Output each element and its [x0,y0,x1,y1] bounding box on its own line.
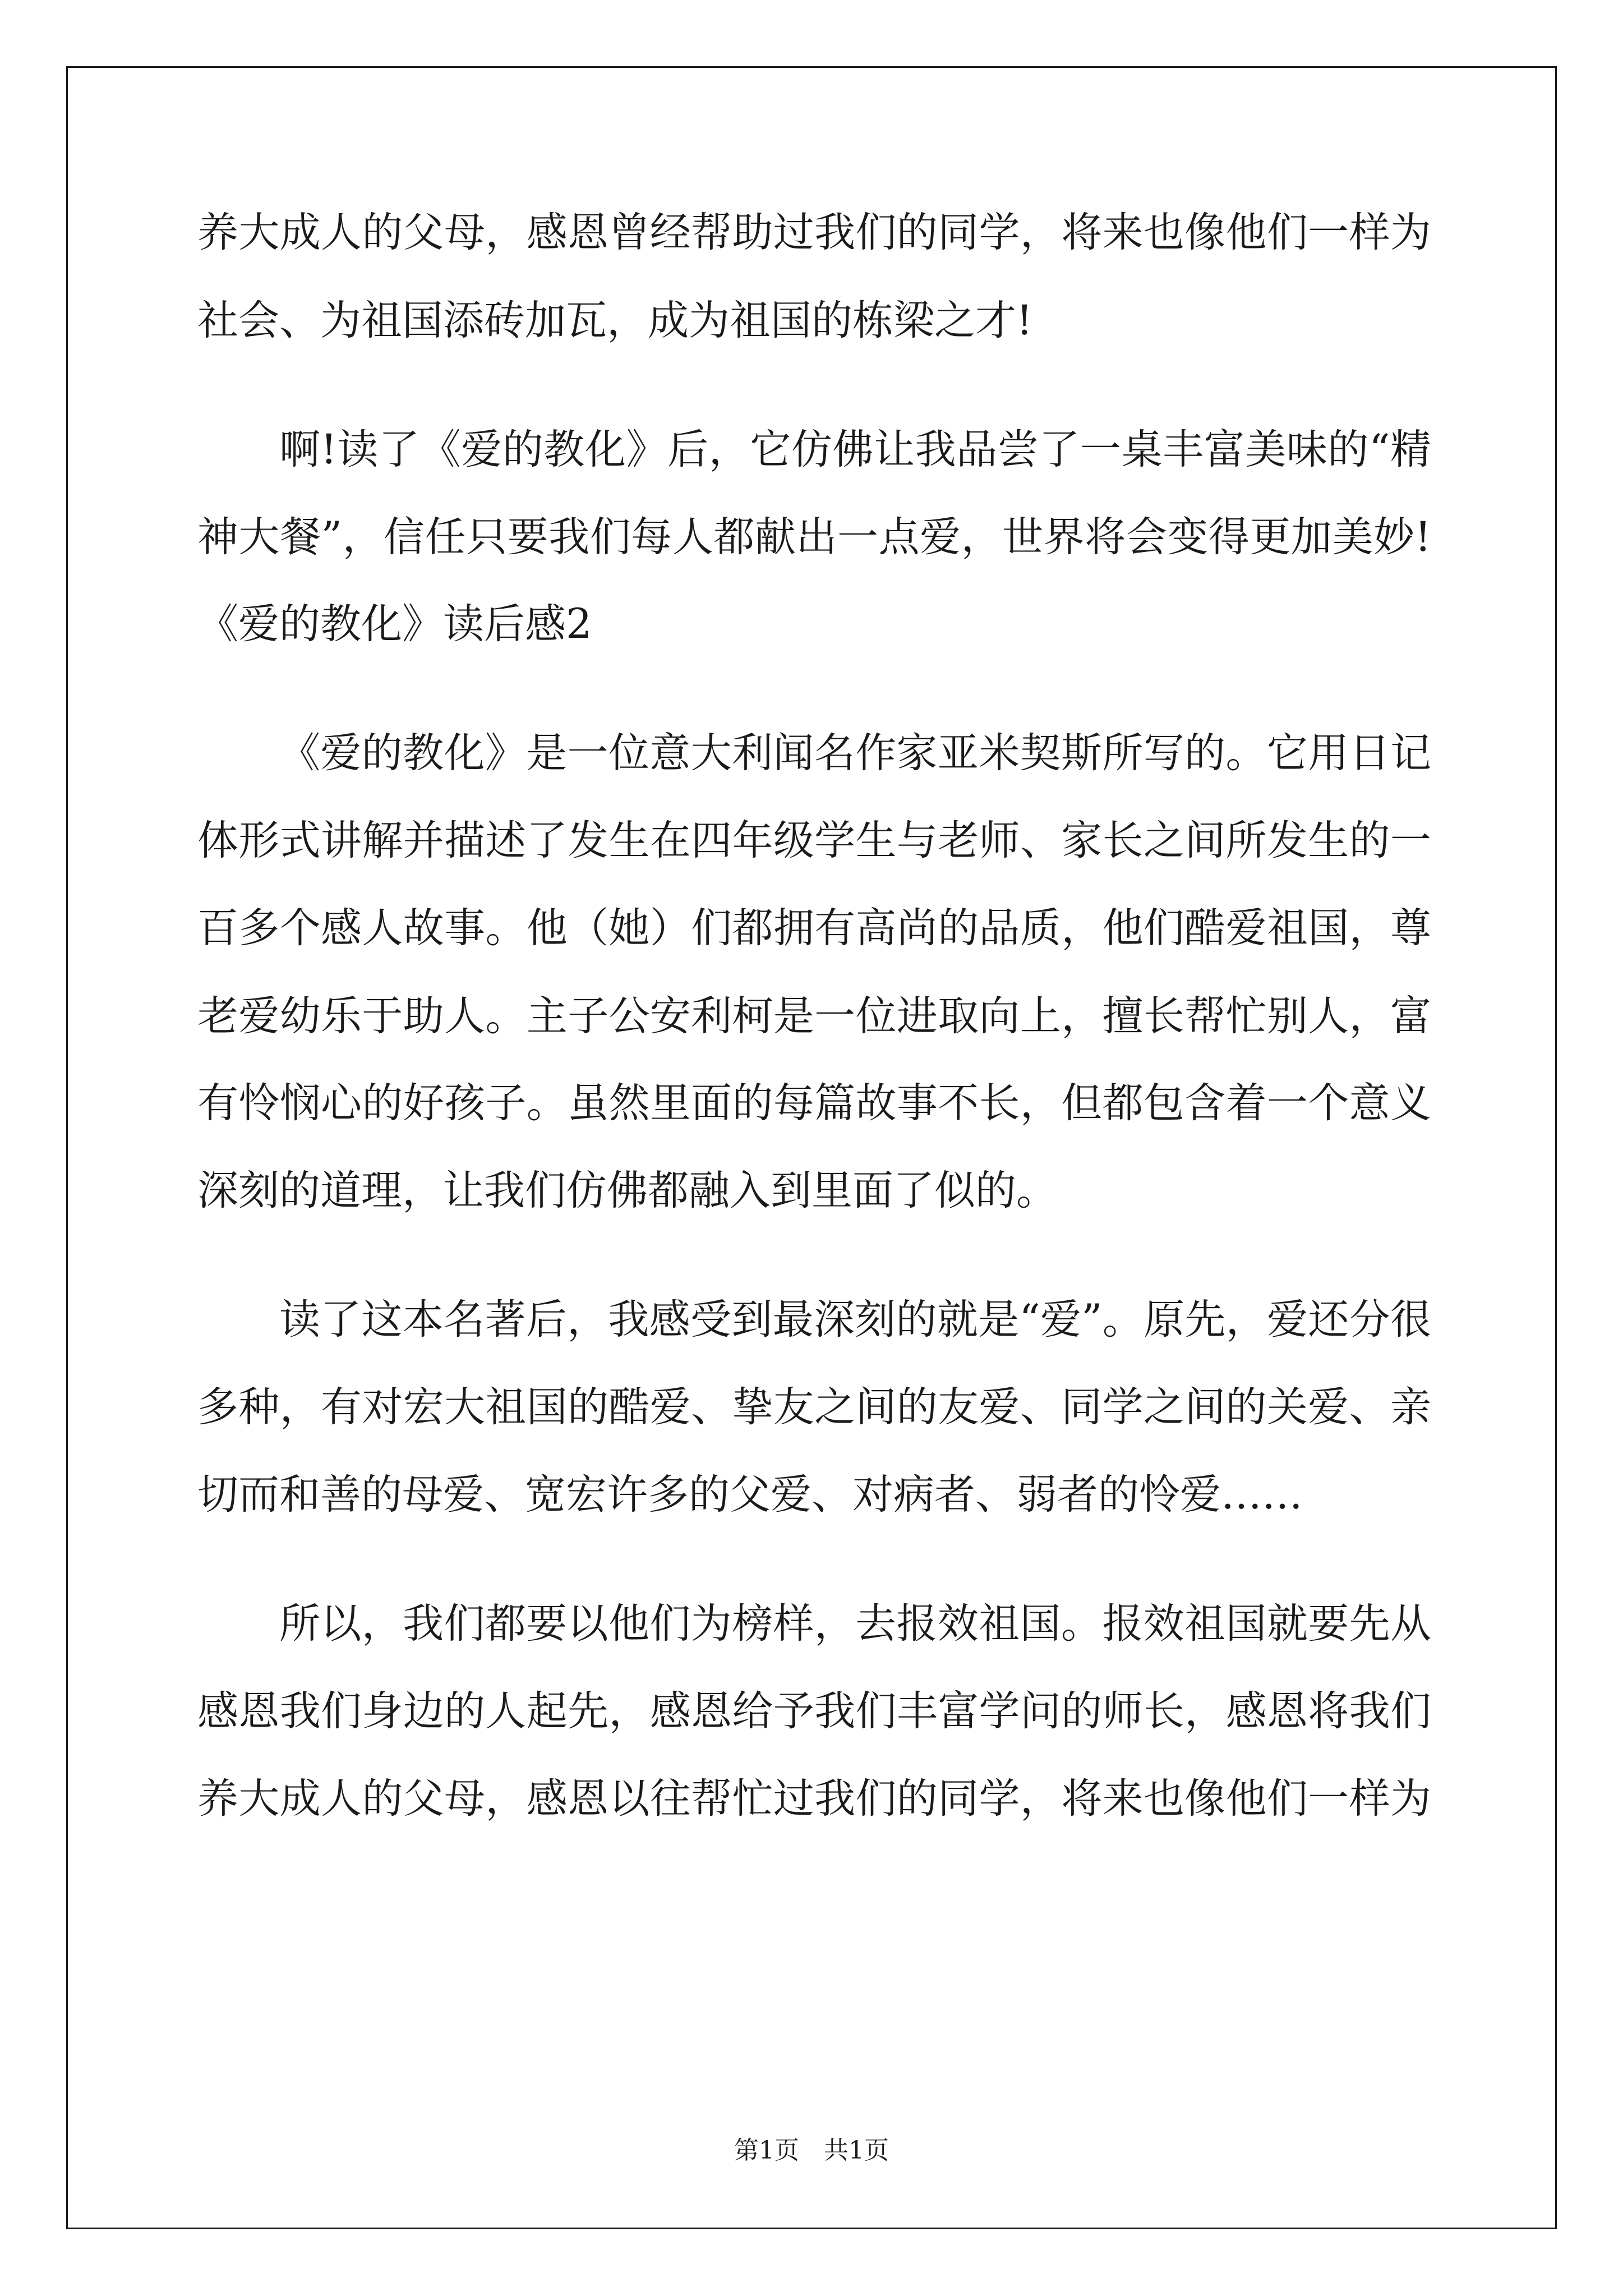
text-line: 体形式讲解并描述了发生在四年级学生与老师、家长之间所发生的一 [197,817,1431,864]
text-line: 切而和善的母爱、宽宏许多的父爱、对病者、弱者的怜爱…… [197,1471,1303,1519]
page-border [66,66,1557,2229]
text-line: 老爱幼乐于助人。主子公安利柯是一位进取向上，擅长帮忙别人，富 [197,992,1431,1040]
text-line: 百多个感人故事。他（她）们都拥有高尚的品质，他们酷爱祖国，尊 [197,904,1431,952]
text-line: 《爱的教化》是一位意大利闻名作家亚米契斯所写的。它用日记 [279,729,1431,777]
page-number-footer: 第1页 共1页 [734,2136,889,2165]
text-line: 所以，我们都要以他们为榜样，去报效祖国。报效祖国就要先从 [279,1600,1431,1648]
text-line: 读了这本名著后，我感受到最深刻的就是“爱”。原先，爱还分很 [279,1296,1431,1343]
text-line: 神大餐”，信任只要我们每人都献出一点爱，世界将会变得更加美妙! [197,513,1431,561]
text-line: 有怜悯心的好孩子。虽然里面的每篇故事不长，但都包含着一个意义 [197,1079,1431,1127]
text-line: 养大成人的父母，感恩以往帮忙过我们的同学，将来也像他们一样为 [197,1775,1431,1823]
text-line: 感恩我们身边的人起先，感恩给予我们丰富学问的师长，感恩将我们 [197,1687,1431,1735]
text-line: 深刻的道理，让我们仿佛都融入到里面了似的。 [197,1167,1057,1214]
text-line: 多种，有对宏大祖国的酷爱、挚友之间的友爱、同学之间的关爱、亲 [197,1383,1431,1431]
text-line: 养大成人的父母，感恩曾经帮助过我们的同学，将来也像他们一样为 [197,209,1431,256]
text-line: 社会、为祖国添砖加瓦，成为祖国的栋梁之才! [197,297,1033,344]
section-heading: 《爱的教化》读后感2 [197,600,592,648]
text-line: 啊!读了《爱的教化》后，它仿佛让我品尝了一桌丰富美味的“精 [279,426,1431,473]
